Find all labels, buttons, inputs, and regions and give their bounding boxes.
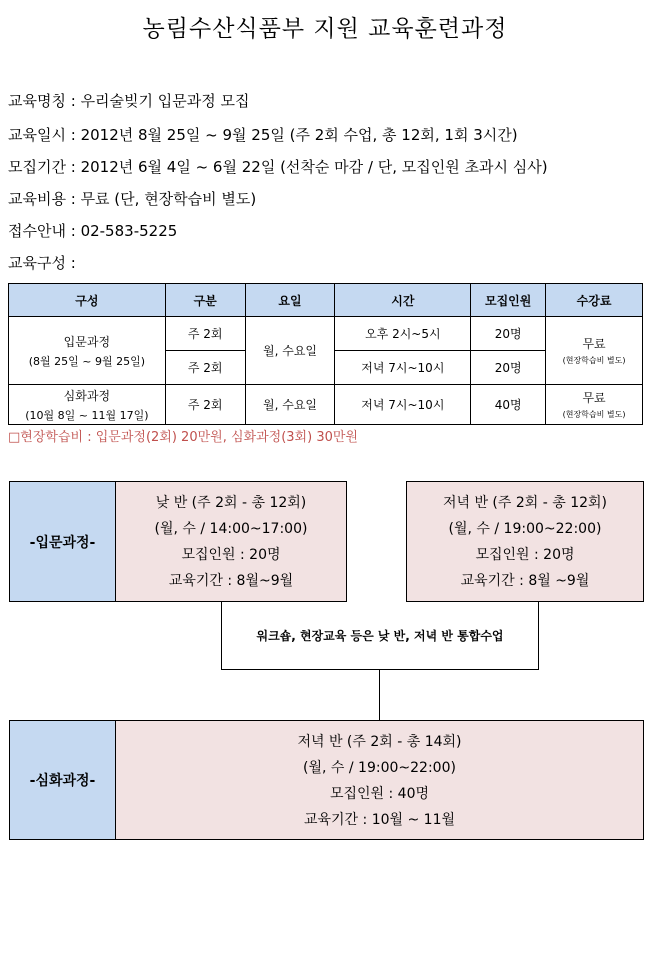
class-line: (월, 수 / 19:00~22:00) [448, 521, 602, 537]
table-header: 구분 [165, 284, 245, 317]
table-row [9, 385, 643, 425]
info-course-name: 교육명칭 : 우리술빚기 입문과정 모집 [8, 92, 250, 110]
evening-class-box [406, 481, 644, 602]
class-line: 저녁 반 (주 2회 - 총 14회) [297, 734, 462, 750]
intro-course-label: -입문과정- [9, 481, 116, 602]
connector-line [379, 670, 380, 720]
course-name-cell: 입문과정 (8월 25일 ~ 9월 25일) [9, 317, 166, 385]
class-line: 저녁 반 (주 2회 - 총 12회) [442, 495, 608, 511]
class-line: (월, 수 / 19:00~22:00) [303, 760, 456, 776]
class-line: 교육기간 : 10월 ~ 11월 [303, 812, 456, 828]
field-trip-note: □현장학습비 : 입문과정(2회) 20만원, 심화과정(3회) 30만원 [8, 430, 358, 445]
info-cost: 교육비용 : 무료 (단, 현장학습비 별도) [8, 190, 257, 208]
class-line: 교육기간 : 8월~9월 [168, 573, 294, 589]
course-name-cell: 심화과정 (10월 8일 ~ 11월 17일) [9, 385, 166, 425]
freq-cell: 주 2회 [165, 317, 245, 351]
table-header: 모집인원 [471, 284, 546, 317]
info-schedule: 교육일시 : 2012년 8월 25일 ~ 9월 25일 (주 2회 수업, 총 12회, 1회 3시간) [8, 126, 518, 144]
freq-cell: 주 2회 [165, 385, 245, 425]
class-line: 낮 반 (주 2회 - 총 12회) [155, 495, 307, 511]
info-recruit-period: 모집기간 : 2012년 6월 4일 ~ 6월 22일 (선착순 마감 / 단, 모집인원 초과시 심사) [8, 158, 548, 176]
count-cell: 20명 [471, 317, 546, 351]
merged-session-box: 워크숍, 현장교육 등은 낮 반, 저녁 반 통합수업 [221, 602, 539, 670]
info-structure: 교육구성 : [8, 254, 76, 272]
days-cell: 월, 수요일 [245, 317, 335, 385]
fee-cell: 무료 (현장학습비 별도) [546, 385, 643, 425]
advanced-class-box [115, 720, 644, 840]
info-contact: 접수안내 : 02-583-5225 [8, 222, 178, 240]
table-header: 요일 [245, 284, 335, 317]
table-header-row [9, 284, 643, 317]
class-line: 교육기간 : 8월 ~9월 [460, 573, 590, 589]
table-header: 수강료 [546, 284, 643, 317]
class-line: 모집인원 : 20명 [181, 547, 281, 563]
freq-cell: 주 2회 [165, 351, 245, 385]
table-header: 시간 [335, 284, 471, 317]
table-row [9, 317, 643, 351]
time-cell: 저녁 7시~10시 [335, 351, 471, 385]
count-cell: 40명 [471, 385, 546, 425]
class-line: 모집인원 : 40명 [329, 786, 430, 802]
day-class-box [115, 481, 347, 602]
days-cell: 월, 수요일 [245, 385, 335, 425]
class-line: (월, 수 / 14:00~17:00) [154, 521, 308, 537]
course-table [8, 283, 643, 425]
page-title: 농림수산식품부 지원 교육훈련과정 [142, 16, 508, 42]
time-cell: 오후 2시~5시 [335, 317, 471, 351]
time-cell: 저녁 7시~10시 [335, 385, 471, 425]
fee-cell: 무료 (현장학습비 별도) [546, 317, 643, 385]
count-cell: 20명 [471, 351, 546, 385]
table-header: 구성 [9, 284, 166, 317]
class-line: 모집인원 : 20명 [475, 547, 575, 563]
advanced-course-label: -심화과정- [9, 720, 116, 840]
